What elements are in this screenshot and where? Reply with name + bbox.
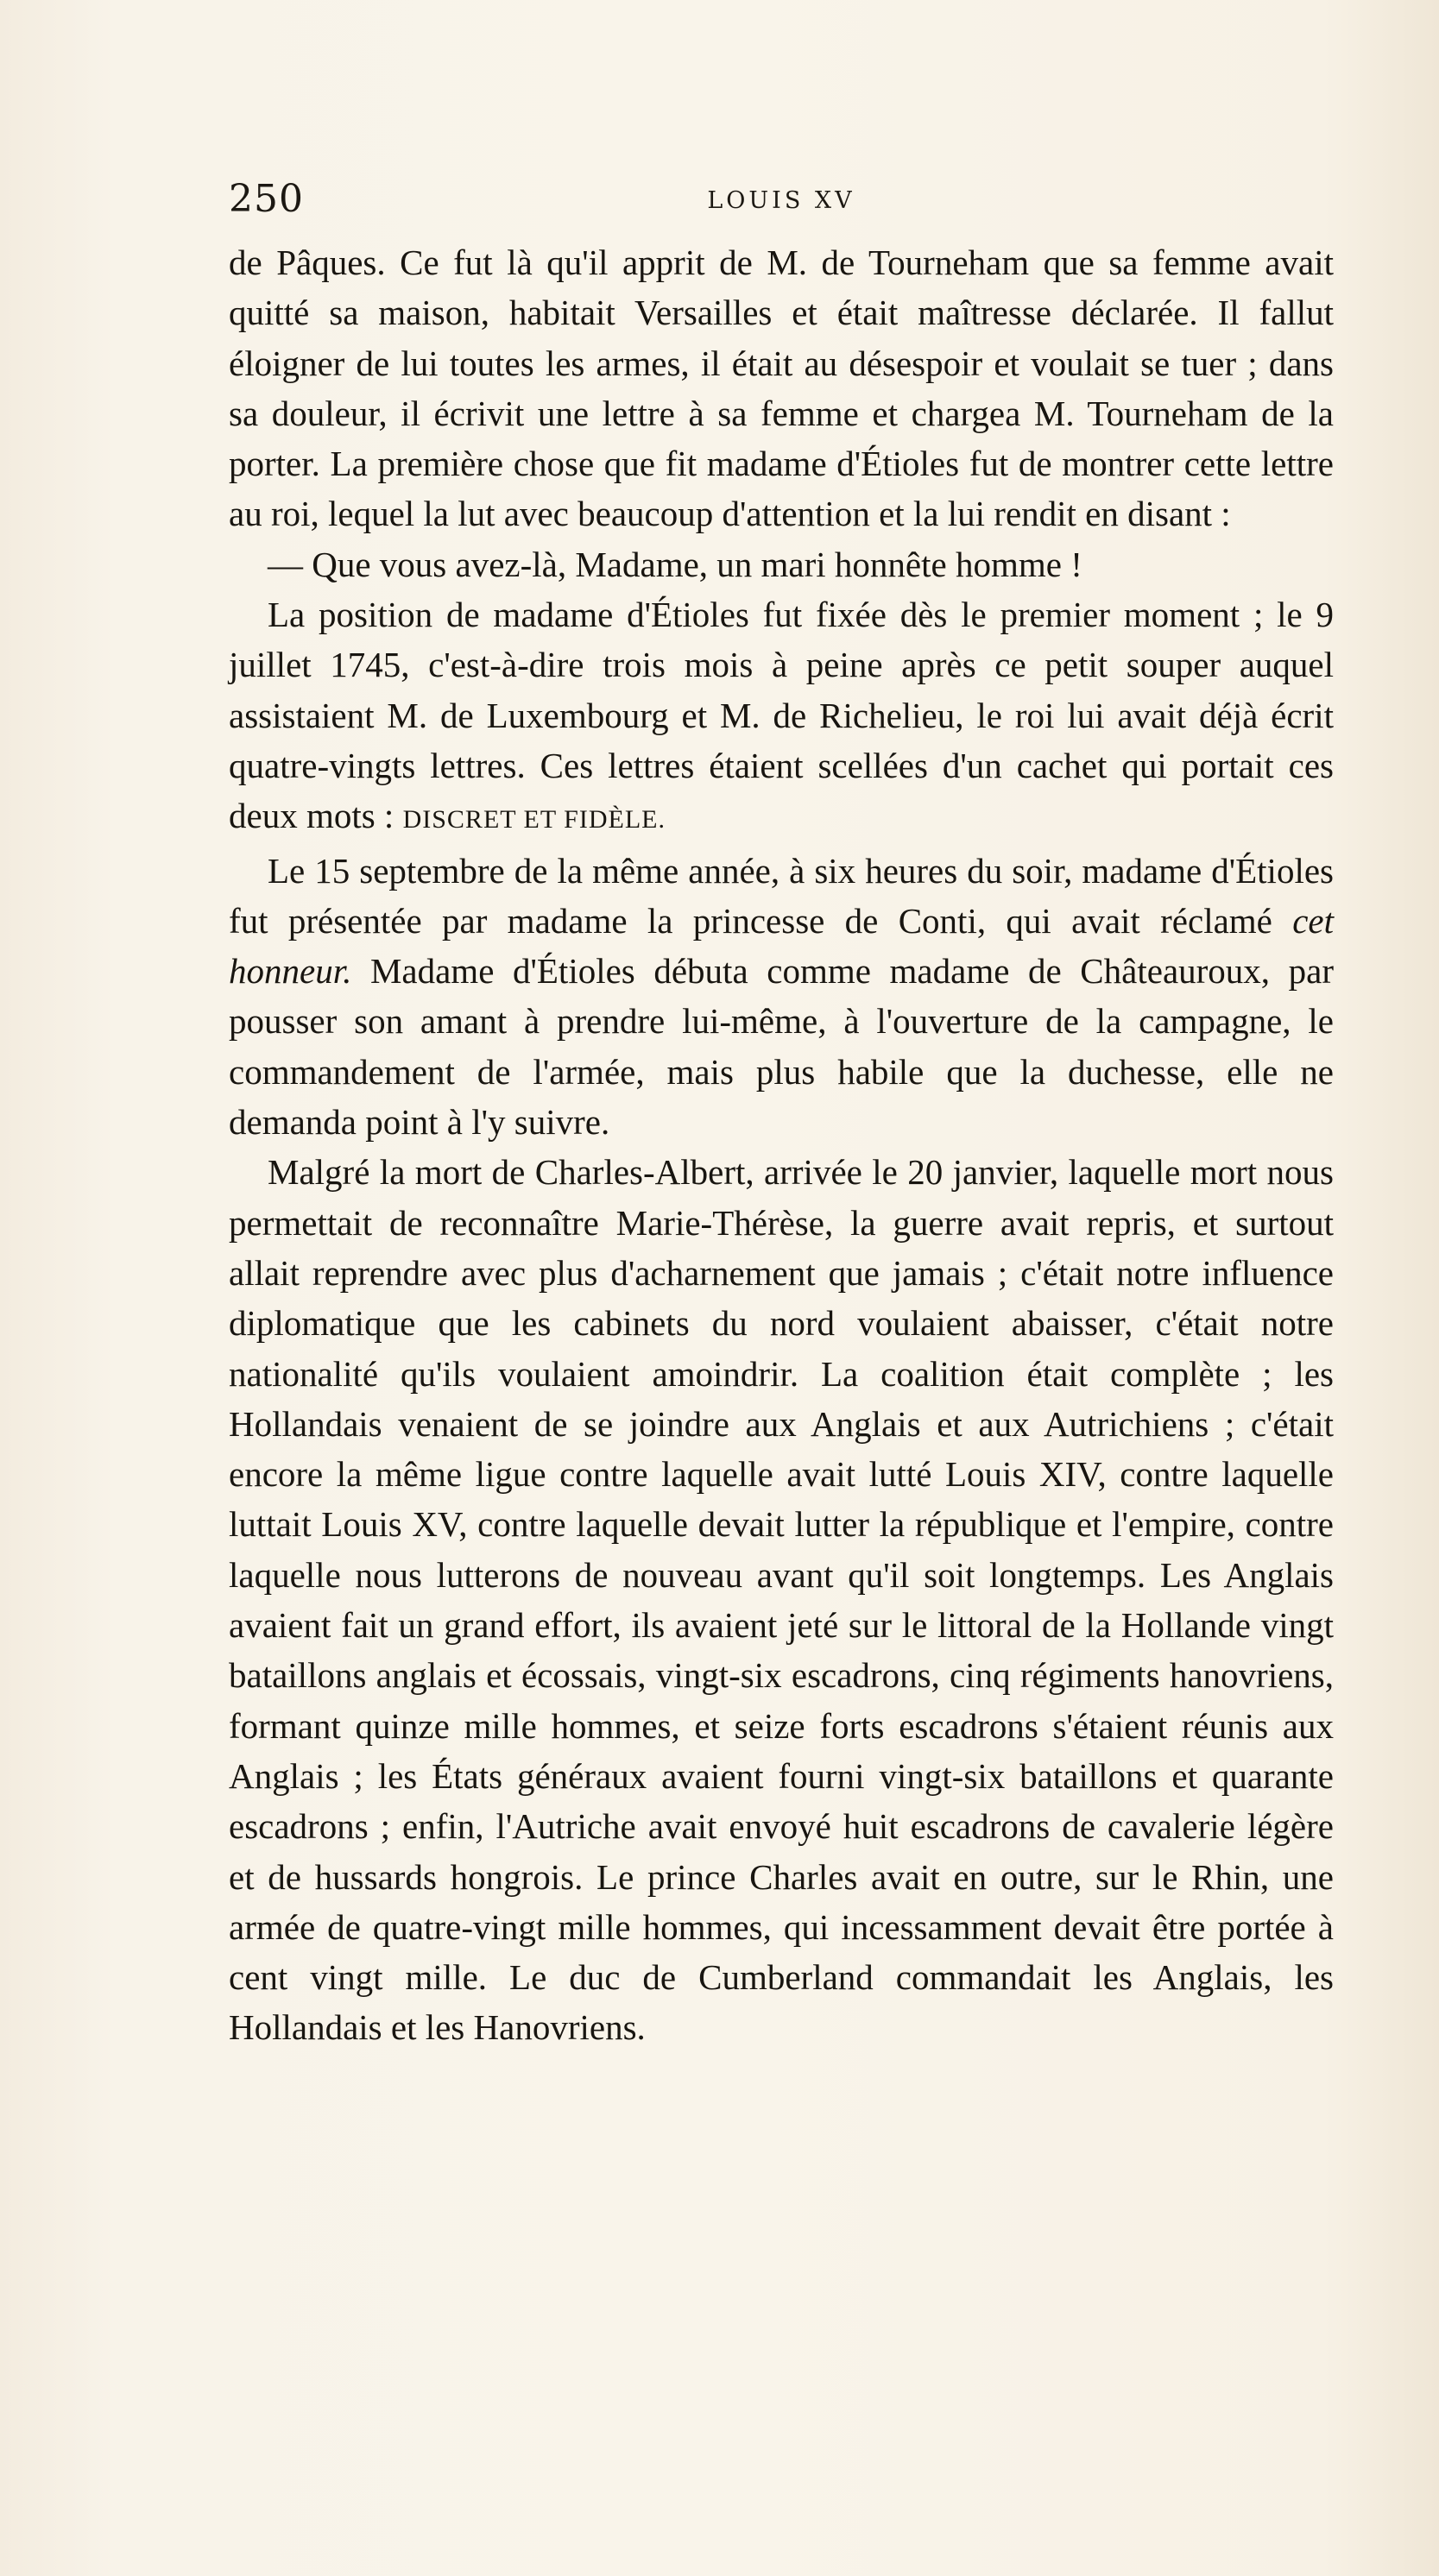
paragraph-text: Malgré la mort de Charles-Albert, arrivée le 20 janvier, laquelle mort nous permettait de reconnaître Marie-Thérèse, la guerre avait repris, et surtout allait reprendre avec plus d'acharnement que jamais ; c'était notre influence diplomatique que les cabinets du nord voulaient abaisser, c'était notre nationalité qu'ils voulaient amoindrir. La coalition était complète ; les Hollandais venaient de se joindre aux Anglais et aux Autrichiens ; c'était encore la même ligue contre laquelle avait lutté Louis XIV, contre laquelle luttait Louis XV, contre laquelle devait lutter la république et l'empire, contre laquelle nous lutterons de nouveau avant qu'il soit longtemps. Les Anglais avaient fait un grand effort, ils avaient jeté sur le littoral de la Hollande vingt bataillons anglais et écossais, vingt-six escadrons, cinq régiments hanovriens, formant quinze mille hommes, et seize forts escadrons s'étaient réunis aux Anglais ; les États généraux avaient fourni vingt-six bataillons et quarante escadrons ; enfin, l'Autriche avait envoyé huit escadrons de cavalerie légère et de hussards hongrois. Le prince Charles avait en outre, sur le Rhin, une armée de quatre-vingt mille hommes, qui incessamment devait être portée à cent vingt mille. Le duc de Cumberland commandait les Anglais, les Hollandais et les Hanovriens. bbox=[229, 1152, 1334, 2048]
page-number: 250 bbox=[229, 177, 304, 221]
paragraph bbox=[229, 237, 1334, 539]
italic-phrase: cet honneur. bbox=[229, 900, 1334, 992]
paragraph bbox=[229, 589, 1334, 845]
seal-motto: DISCRET ET FIDÈLE. bbox=[402, 805, 666, 835]
paragraph bbox=[229, 1147, 1334, 2052]
running-head: LOUIS XV bbox=[707, 187, 855, 214]
paragraph-text: La position de madame d'Étioles fut fixée dès le premier moment ; le 9 juillet 1745, c'est-à-dire trois mois à peine après ce petit souper auquel assistaient M. de Luxembourg et M. de Richelieu, le roi lui avait déjà écrit quatre-vingts lettres. Ces lettres étaient scellées d'un cachet qui portait ces deux mots : bbox=[229, 595, 1334, 836]
paragraph-text: Le 15 septembre de la même année, à six heures du soir, madame d'Étioles fut présentée par madame la princesse de Conti, qui avait réclamé bbox=[229, 850, 1334, 941]
paragraph-text: — Que vous avez-là, Madame, un mari honnête homme ! bbox=[268, 544, 1082, 584]
paragraph-text: de Pâques. Ce fut là qu'il apprit de M. de Tourneham que sa femme avait quitté sa maison, habitait Versailles et était maîtresse déclarée. Il fallut éloigner de lui toutes les armes, il était au désespoir et voulait se tuer ; dans sa douleur, il écrivit une lettre à sa femme et chargea M. Tourneham de la porter. La première chose que fit madame d'Étioles fut de montrer cette lettre au roi, lequel la lut avec beaucoup d'attention et la lui rendit en disant : bbox=[229, 242, 1334, 534]
paragraph bbox=[229, 846, 1334, 1148]
page-header bbox=[229, 177, 1334, 229]
paragraph-dialogue bbox=[229, 539, 1334, 589]
paragraph-text: Madame d'Étioles débuta comme madame de Châteauroux, par pousser son amant à prendre lui-même, à l'ouverture de la campagne, le commandement de l'armée, mais plus habile que la duchesse, elle ne demanda point à l'y suivre. bbox=[229, 951, 1334, 1143]
body-text bbox=[229, 237, 1334, 2053]
